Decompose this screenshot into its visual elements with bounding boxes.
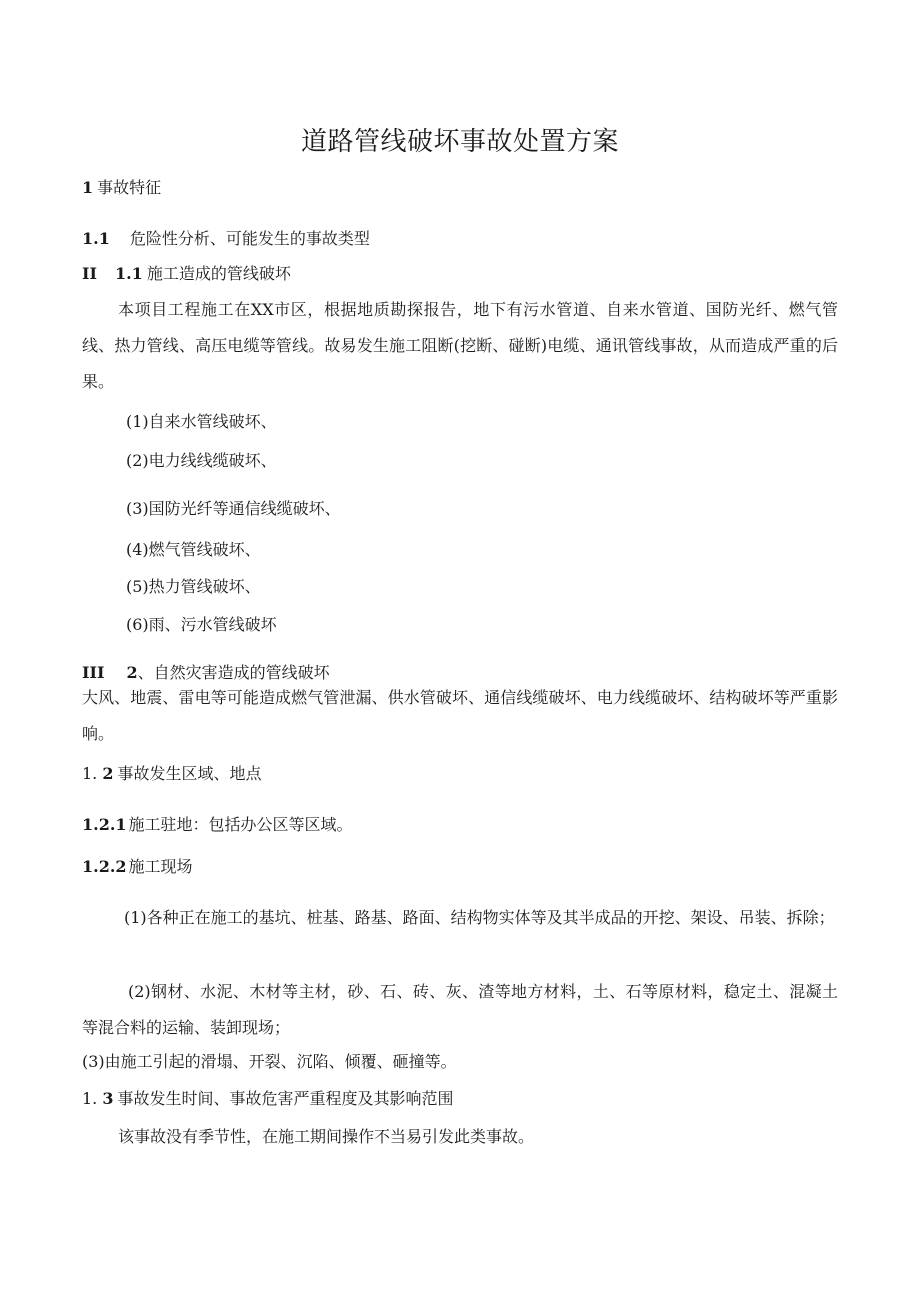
heading-1-3: [82, 1089, 454, 1109]
heading-number: 1: [82, 178, 94, 197]
heading-text: 施工驻地：包括办公区等区域。: [128, 815, 353, 834]
heading-number: 2: [126, 663, 138, 682]
paragraph-construction-damage: 本项目工程施工在XX市区，根据地质勘探报告，地下有污水管道、自来水管道、国防光纤、燃气管线、热力管线、高压电缆等管线。故易发生施工阻断(挖断、碰断)电缆、通讯管线事故，从而造成严重的后果。: [82, 300, 838, 391]
list-item: (6)雨、污水管线破坏: [126, 615, 277, 634]
heading-roman: II: [82, 264, 97, 283]
heading-text: 施工现场: [128, 857, 193, 876]
heading-text: 、自然灾害造成的管线破坏: [137, 663, 330, 682]
paragraph-timing: 该事故没有季节性，在施工期间操作不当易引发此类事故。: [118, 1127, 535, 1146]
site-item-3: (3)由施工引起的滑塌、开裂、沉陷、倾覆、砸撞等。: [82, 1052, 457, 1071]
list-item: (4)燃气管线破坏、: [126, 540, 261, 559]
heading-number: 2: [102, 764, 114, 783]
heading-prefix: 1.: [82, 1089, 98, 1108]
heading-text: 施工造成的管线破坏: [146, 264, 291, 283]
heading-text: 危险性分析、可能发生的事故类型: [129, 229, 370, 248]
heading-1-1-1: [82, 264, 291, 284]
heading-1-2-1: [82, 815, 353, 835]
heading-1-2-2: [82, 857, 193, 877]
heading-1-2: [82, 764, 262, 784]
heading-roman: III: [82, 663, 105, 682]
heading-number: 1.1: [82, 229, 110, 248]
document-title: 道路管线破坏事故处置方案: [300, 127, 619, 157]
list-item: (1)自来水管线破坏、: [126, 412, 277, 431]
heading-number: 1.2.1: [82, 815, 127, 834]
list-item: (3)国防光纤等通信线缆破坏、: [126, 499, 341, 518]
heading-text: 事故发生区域、地点: [117, 764, 262, 783]
site-item-1: (1)各种正在施工的基坑、桩基、路基、路面、结构物实体等及其半成品的开挖、架设、吊装、拆除；: [124, 908, 835, 927]
paragraph-natural-disaster: 大风、地震、雷电等可能造成燃气管泄漏、供水管破坏、通信线缆破坏、电力线缆破坏、结构破坏等严重影响。: [82, 688, 838, 743]
heading-number: 1.2.2: [82, 857, 127, 876]
list-item: (2)电力线线缆破坏、: [126, 451, 277, 470]
heading-1-1: [82, 229, 370, 249]
heading-number: 1.1: [114, 264, 143, 283]
heading-number: 3: [102, 1089, 114, 1108]
site-item-2: (2)钢材、水泥、木材等主材，砂、石、砖、灰、渣等地方材料，土、石等原材料，稳定土、混凝土等混合料的运输、装卸现场；: [82, 982, 838, 1037]
heading-text: 事故特征: [97, 178, 162, 197]
list-item: (5)热力管线破坏、: [126, 577, 261, 596]
heading-1: [82, 178, 161, 198]
heading-prefix: 1.: [82, 764, 98, 783]
heading-text: 事故发生时间、事故危害严重程度及其影响范围: [117, 1089, 454, 1108]
